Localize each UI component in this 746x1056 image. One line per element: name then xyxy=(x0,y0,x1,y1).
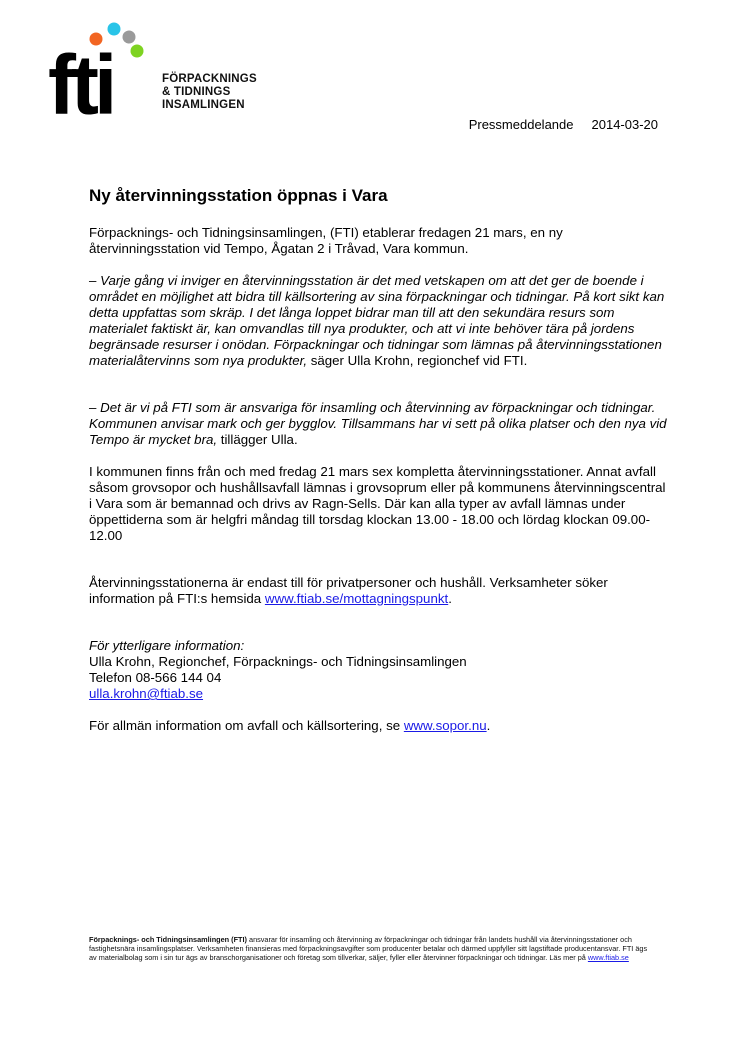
logo-wordmark xyxy=(162,73,312,112)
footer-ftiab-link[interactable]: www.ftiab.se xyxy=(587,953,629,962)
municipality-paragraph: I kommunen finns från och med fredag 21 mars sex kompletta återvinningsstationer. Annat avfall såsom grovsopor och hushållsavfall lämnas i grovsoprum eller på kommunens återvinningscentral i Vara som är bemannad och drivs av Ragn-Sells. Där kan alla typer av avfall lämnas under öppettiderna som är helgfri måndag till torsdag klockan 13.00 - 18.00 och lördag klockan 09.00-12.00 xyxy=(89,464,666,543)
fti-logo xyxy=(48,22,288,122)
footer-org-name: Förpacknings- och Tidningsinsamlingen (FTI) xyxy=(89,935,247,944)
private-households-text: Återvinningsstationerna är endast till för privatpersoner och hushåll. Verksamheter söker information på FTI:s hemsida xyxy=(89,575,608,606)
footer-boilerplate xyxy=(89,935,651,962)
logo-text-line-2: & TIDNINGS xyxy=(162,86,231,98)
contact-block xyxy=(89,638,669,702)
logo-text-line-1: FÖRPACKNINGS xyxy=(162,73,257,85)
private-households-end: . xyxy=(448,591,452,606)
document-type: Pressmeddelande xyxy=(468,117,574,132)
contact-name: Ulla Krohn, Regionchef, Förpacknings- och Tidningsinsamlingen xyxy=(89,654,467,669)
private-households-paragraph xyxy=(89,575,669,607)
press-release-body xyxy=(89,225,669,750)
contact-phone: Telefon 08-566 144 04 xyxy=(89,670,222,685)
quote-2-text: – Det är vi på FTI som är ansvariga för insamling och återvinning av förpackningar och tidningar. Kommunen anvisar mark och ger bygglov. Tillsammans har vi sett på olika platser och den nya vid Tempo är mycket bra, xyxy=(89,400,667,447)
quote-2-attribution: tillägger Ulla. xyxy=(217,432,298,447)
document-meta xyxy=(469,117,658,132)
logo-mark-text: fti xyxy=(48,38,113,122)
logo-text-line-3: INSAMLINGEN xyxy=(162,99,245,111)
general-info-text: För allmän information om avfall och källsortering, se xyxy=(89,718,404,733)
quote-paragraph-2 xyxy=(89,400,669,448)
quote-1-attribution: säger Ulla Krohn, regionchef vid FTI. xyxy=(307,353,528,368)
quote-1-text: – Varje gång vi inviger en återvinningsstation är det med vetskapen om att det ger de boende i området en möjlighet att bidra till källsortering av sina förpackningar och tidningar. På kort sikt kan detta uppfattas som skräp. I det långa loppet bidrar man till att den sekundära resurs som materialet faktiskt är, kan omvandlas till nya produkter, och att vi inte behöver tära på jordens begränsade resurser i onödan. Förpackningar och tidningar som lämnas på återvinningsstationen materialåtervinns som nya produkter, xyxy=(89,273,665,368)
document-date: 2014-03-20 xyxy=(591,117,658,132)
general-info-paragraph xyxy=(89,718,669,734)
logo-dot-grey xyxy=(123,31,136,44)
footer-text: ansvarar för insamling och återvinning av förpackningar och tidningar från landets hushåll via återvinningsstationer och fastighetsnära insamlingsplatser. Verksamheten finansieras med förpackningsavgifter som producenter betalar och därmed uppfyller sitt lagstiftade producentansvar. FTI ägs av materialbolag som i sin tur ägs av branschorganisationer och företag som tillverkar, säljer, fyller eller återvinner förpackningar och tidningar. Läs mer på xyxy=(89,935,648,962)
logo-dot-cyan xyxy=(108,23,121,36)
intro-paragraph: Förpacknings- och Tidningsinsamlingen, (FTI) etablerar fredagen 21 mars, en ny återvinningsstation vid Tempo, Ågatan 2 i Tråvad, Vara kommun. xyxy=(89,225,563,256)
contact-email-link[interactable]: ulla.krohn@ftiab.se xyxy=(89,686,204,701)
logo-dot-green xyxy=(131,45,144,58)
quote-paragraph-1 xyxy=(89,273,669,369)
press-release-headline: Ny återvinningsstation öppnas i Vara xyxy=(89,186,388,205)
general-info-end: . xyxy=(486,718,491,733)
sopor-link[interactable]: www.sopor.nu xyxy=(403,718,487,733)
contact-heading: För ytterligare information: xyxy=(89,638,245,653)
mottagningspunkt-link[interactable]: www.ftiab.se/mottagningspunkt xyxy=(264,591,449,606)
